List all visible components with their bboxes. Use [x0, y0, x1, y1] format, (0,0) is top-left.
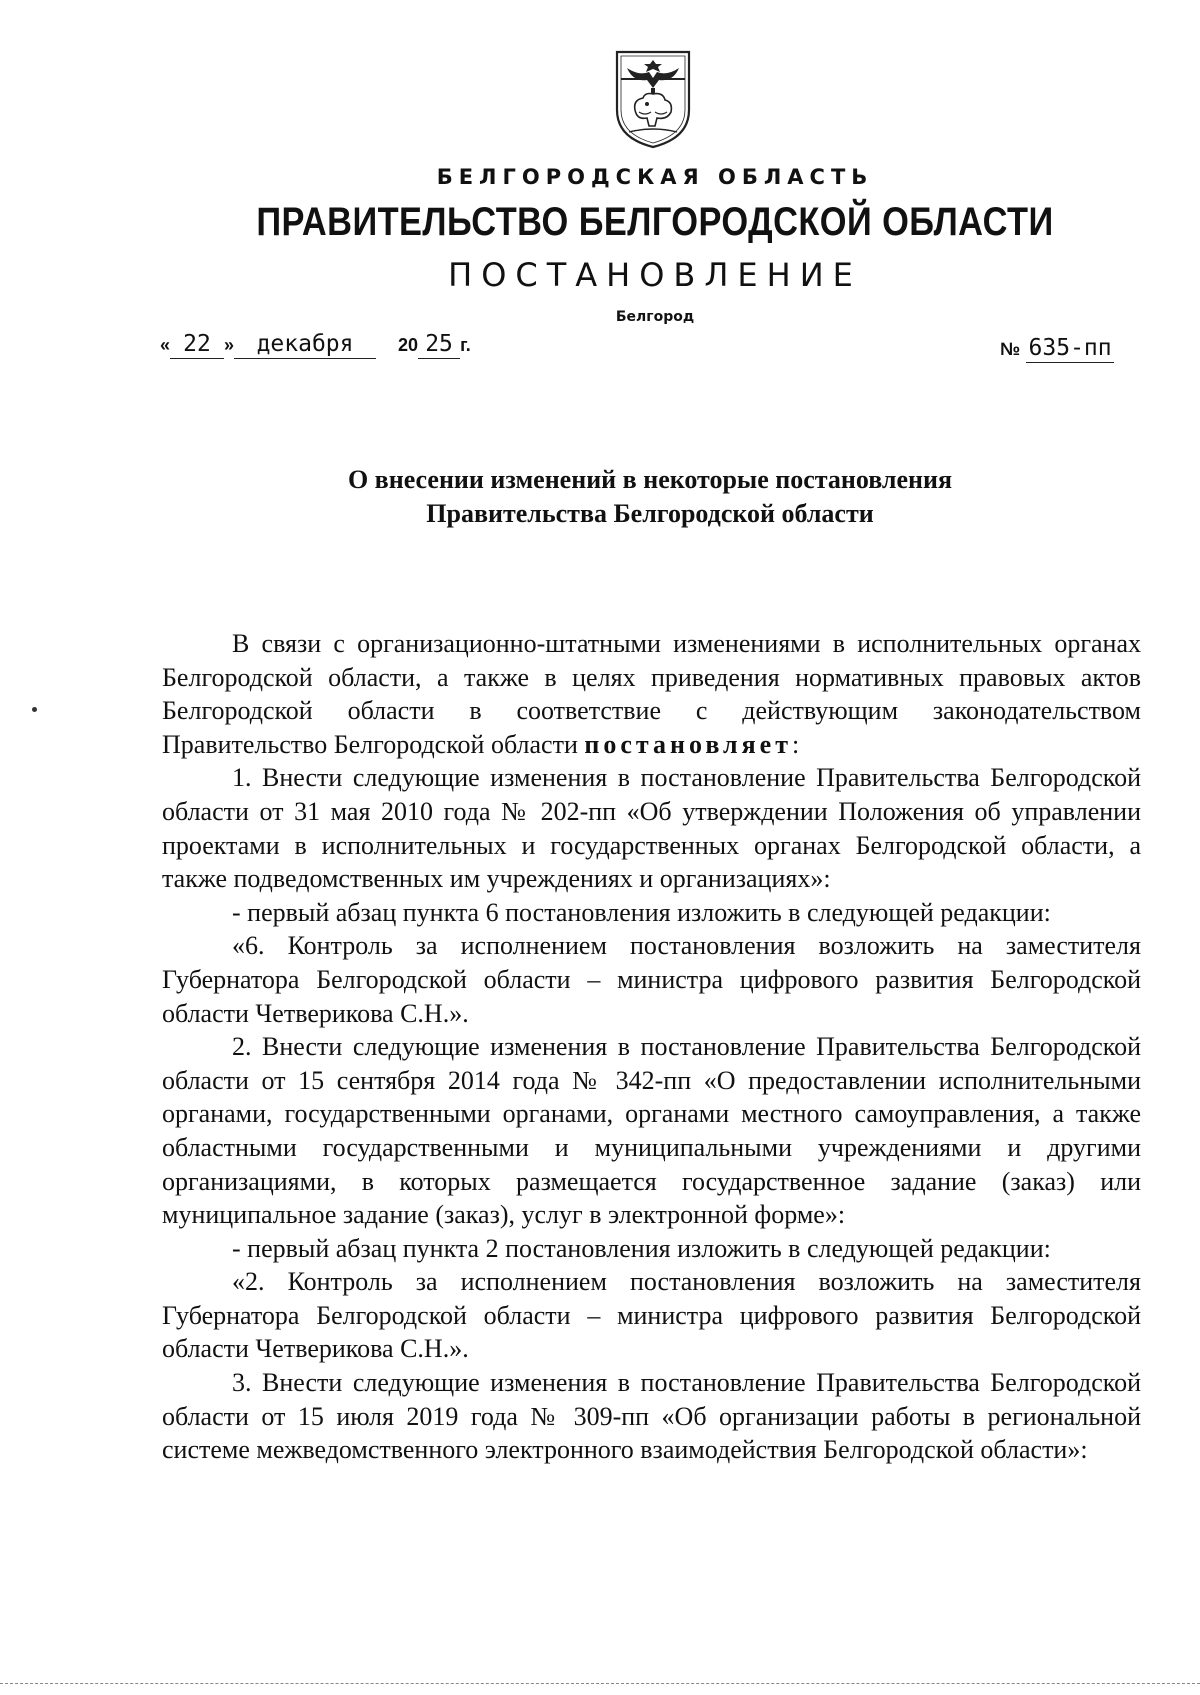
intro-end: : — [791, 729, 800, 759]
date-close-quote: » — [224, 335, 235, 355]
region-name: БЕЛГОРОДСКАЯ ОБЛАСТЬ — [436, 165, 874, 189]
paragraph-2-item: - первый абзац пункта 2 постановления изложить в следующей редакции: — [232, 1233, 1051, 1263]
decree-number — [1000, 334, 1114, 363]
date-year-abbr: г. — [460, 335, 471, 355]
document-title — [150, 463, 1150, 531]
date-day: 22 — [170, 330, 224, 359]
government-name: ПРАВИТЕЛЬСТВО БЕЛГОРОДСКОЙ ОБЛАСТИ — [256, 200, 1054, 244]
coat-of-arms-emblem — [611, 48, 695, 150]
number-label: № — [1000, 339, 1021, 359]
number-value: 635-пп — [1026, 334, 1114, 363]
page-bottom-rule — [0, 1683, 1200, 1684]
date-open-quote: « — [160, 335, 171, 355]
intro-text: В связи с организационно-штатными изменениями в исполнительных органах Белгородской области, а также в целях приведения нормативных правовых актов Белгородской области в соответствие с действующим законодательством Правительство Белгородской области — [162, 629, 1141, 759]
title-line-1: О внесении изменений в некоторые постановления — [347, 465, 953, 494]
city-name: Белгород — [615, 309, 695, 325]
date-year-prefix: 20 — [398, 335, 419, 355]
paragraph-3: 3. Внести следующие изменения в постановление Правительства Белгородской области от 15 июля 2019 года № 309-пп «Об организации работы в региональной системе межведомственного электронного взаимодействия Белгородской области»: — [162, 1368, 1141, 1465]
decree-date — [160, 330, 471, 364]
document-type: ПОСТАНОВЛЕНИЕ — [448, 256, 862, 294]
intro-emphasis: постановляет — [584, 729, 792, 759]
intro-paragraph — [162, 627, 1141, 761]
paragraph-1-quote: «6. Контроль за исполнением постановления возложить на заместителя Губернатора Белгородской области – министра цифрового развития Белгородской области Четверикова С.Н.». — [162, 931, 1141, 1028]
date-year-suffix: 25 — [418, 330, 460, 359]
paragraph-1: 1. Внести следующие изменения в постановление Правительства Белгородской области от 31 мая 2010 года № 202-пп «Об утверждении Положения об управлении проектами в исполнительных и государственных органах Белгородской области, а также подведомственных им учреждениях и организациях»: — [162, 763, 1141, 894]
title-line-2: Правительства Белгородской области — [426, 499, 874, 528]
paragraph-2-quote: «2. Контроль за исполнением постановления возложить на заместителя Губернатора Белгородской области – министра цифрового развития Белгородской области Четверикова С.Н.». — [162, 1267, 1141, 1364]
scan-mark — [32, 707, 37, 712]
paragraph-2: 2. Внести следующие изменения в постановление Правительства Белгородской области от 15 сентября 2014 года № 342-пп «О предоставлении исполнительными органами, государственными органами, органами местного самоуправления, а также областными государственными и муниципальными учреждениями и другими организациями, в которых размещается государственное задание (заказ) или муниципальное задание (заказ), услуг в электронной форме»: — [162, 1032, 1141, 1230]
paragraph-1-item: - первый абзац пункта 6 постановления изложить в следующей редакции: — [232, 897, 1051, 927]
document-body — [162, 627, 1141, 1467]
date-month: декабря — [234, 330, 376, 359]
